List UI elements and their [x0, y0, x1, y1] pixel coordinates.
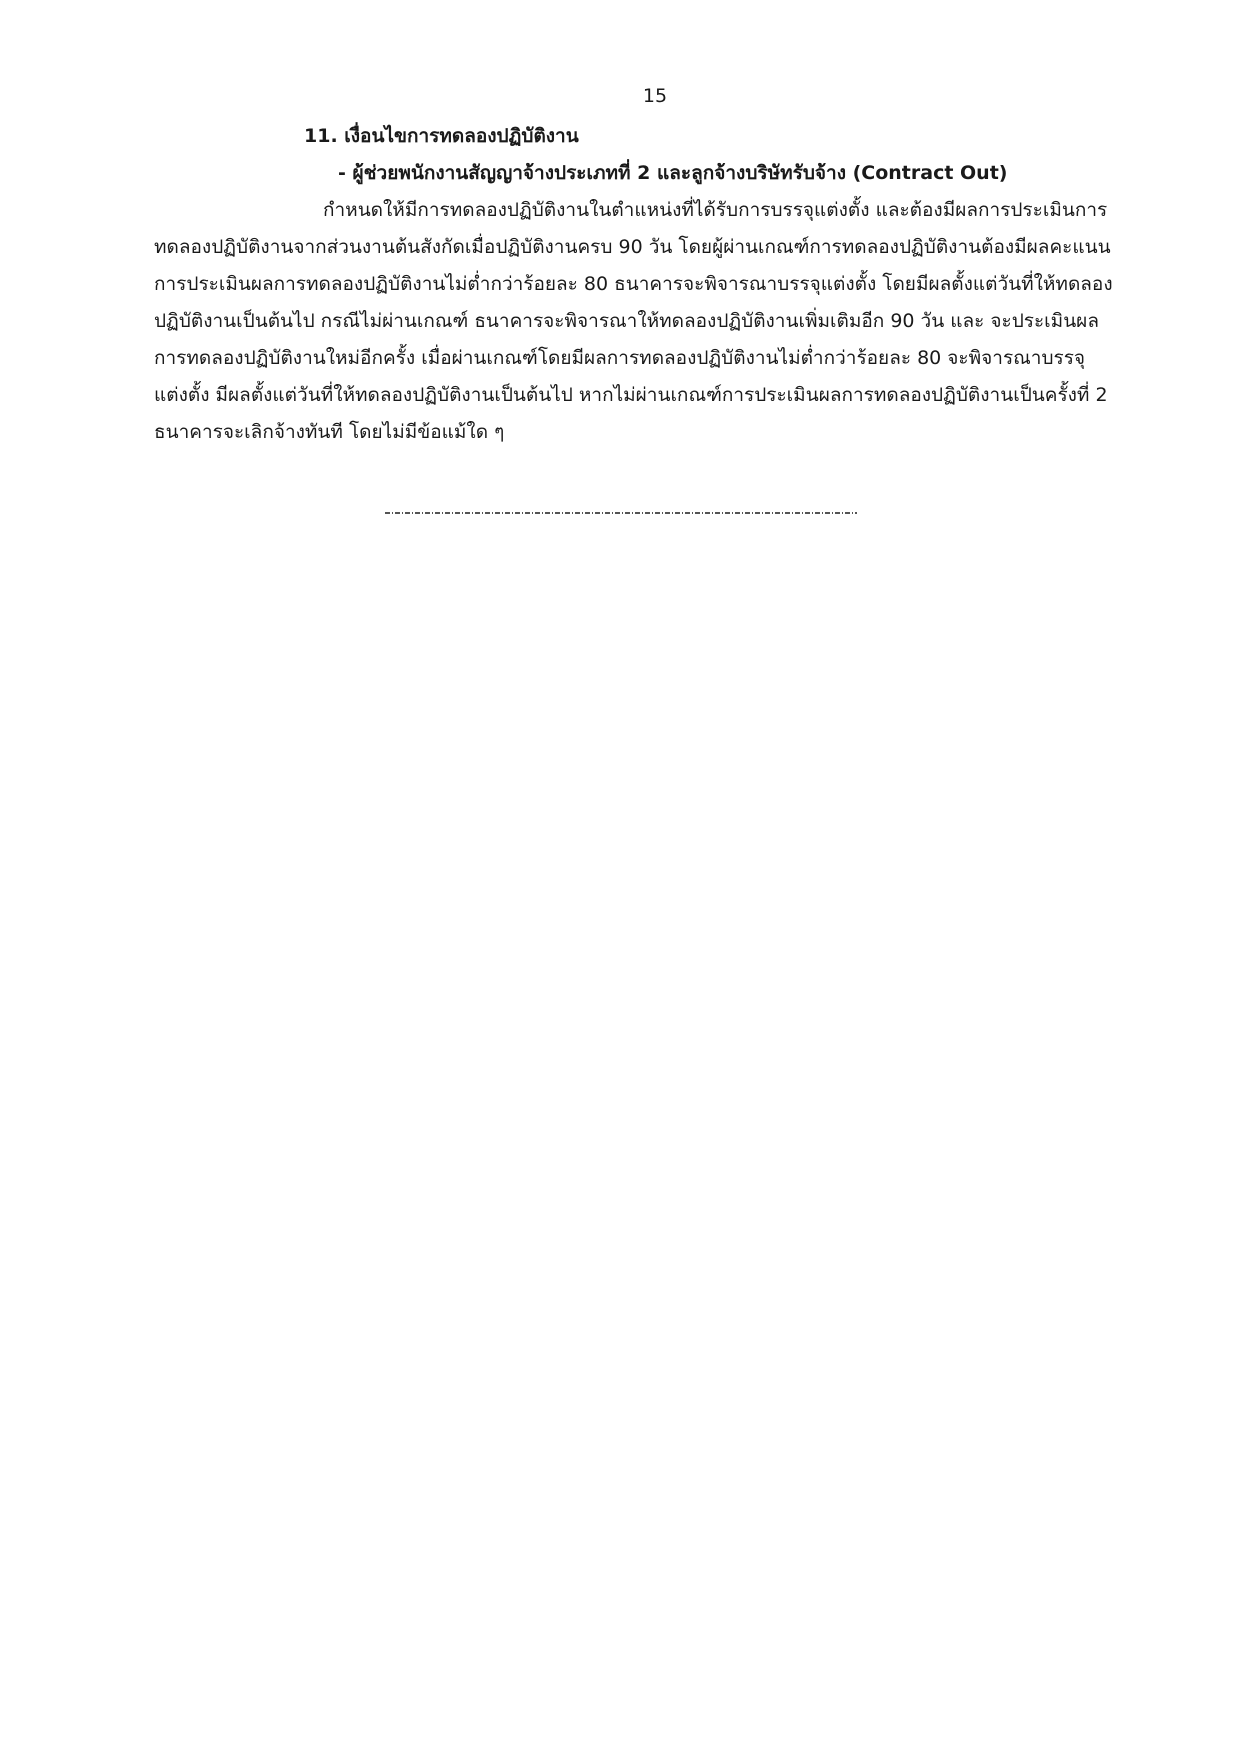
paragraph-line: ปฏิบัติงานเป็นต้นไป กรณีไม่ผ่านเกณฑ์ ธนาคารจะพิจารณาให้ทดลองปฏิบัติงานเพิ่มเติมอีก 90 วัน และ จะประเมินผล [154, 310, 1099, 332]
page-number: 15 [642, 85, 668, 107]
paragraph-line: ธนาคารจะเลิกจ้างทันที โดยไม่มีข้อแม้ใด ๆ [154, 421, 505, 443]
section-paragraph [154, 192, 1149, 451]
end-of-section-separator [385, 512, 857, 514]
paragraph-line: การทดลองปฏิบัติงานใหม่อีกครั้ง เมื่อผ่านเกณฑ์โดยมีผลการทดลองปฏิบัติงานไม่ต่ำกว่าร้อยละ 80 จะพิจารณาบรรจุ [154, 347, 1086, 369]
paragraph-line: แต่งตั้ง มีผลตั้งแต่วันที่ให้ทดลองปฏิบัติงานเป็นต้นไป หากไม่ผ่านเกณฑ์การประเมินผลการทดลองปฏิบัติงานเป็นครั้งที่ 2 [154, 384, 1108, 406]
section-heading: 11. เงื่อนไขการทดลองปฏิบัติงาน [304, 125, 579, 147]
paragraph-line: กำหนดให้มีการทดลองปฏิบัติงานในตำแหน่งที่ได้รับการบรรจุแต่งตั้ง และต้องมีผลการประเมินการ [323, 199, 1108, 221]
paragraph-line: ทดลองปฏิบัติงานจากส่วนงานต้นสังกัดเมื่อปฏิบัติงานครบ 90 วัน โดยผู้ผ่านเกณฑ์การทดลองปฏิบัติงานต้องมีผลคะแนน [154, 236, 1111, 258]
section-subheading: - ผู้ช่วยพนักงานสัญญาจ้างประเภทที่ 2 และลูกจ้างบริษัทรับจ้าง (Contract Out) [338, 162, 1008, 184]
paragraph-line: การประเมินผลการทดลองปฏิบัติงานไม่ต่ำกว่าร้อยละ 80 ธนาคารจะพิจารณาบรรจุแต่งตั้ง โดยมีผลตั้งแต่วันที่ให้ทดลอง [154, 273, 1113, 295]
